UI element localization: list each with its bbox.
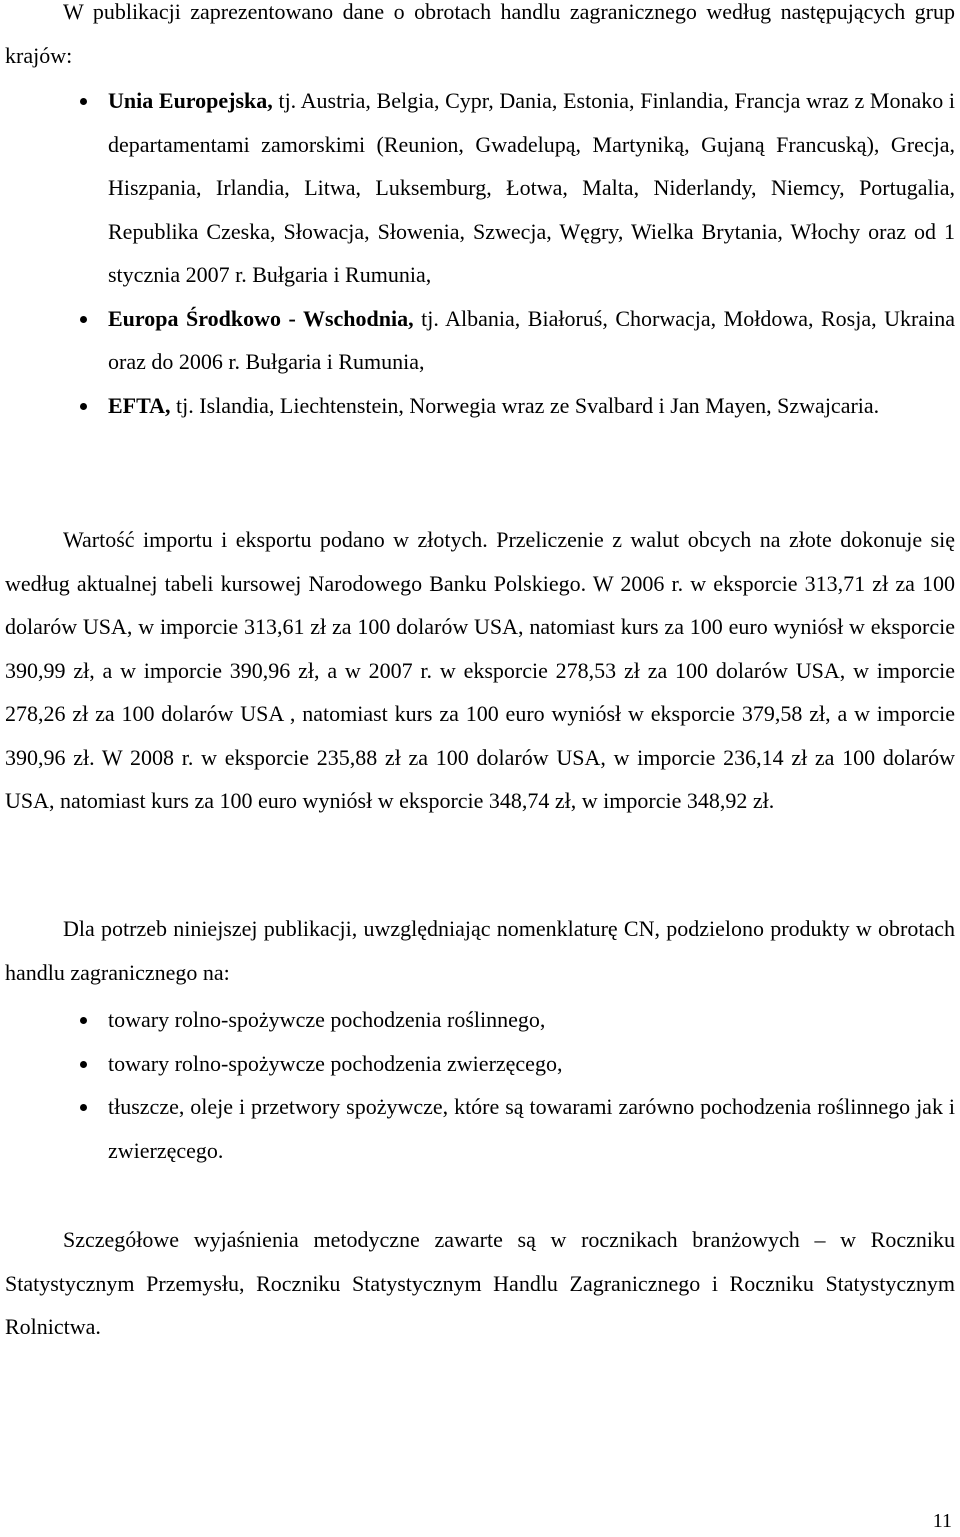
group-text: tj. Islandia, Liechtenstein, Norwegia wraz ze Svalbard i Jan Mayen, Szwajcaria.	[170, 392, 880, 418]
bullet-icon	[80, 316, 87, 323]
bullet-icon	[80, 1061, 87, 1068]
country-group-list	[0, 79, 955, 427]
group-name: Unia Europejska,	[108, 88, 273, 113]
product-item: tłuszcze, oleje i przetwory spożywcze, które są towarami zarówno pochodzenia roślinnego jak i zwierzęcego.	[108, 1094, 955, 1163]
methodology-text: Szczegółowe wyjaśnienia metodyczne zawarte są w rocznikach branżowych – w Roczniku Statystycznym Przemysłu, Roczniku Statystycznym Handlu Zagranicznego i Roczniku Statystycznym Rolnictwa.	[5, 1227, 955, 1339]
list-item	[0, 384, 955, 428]
product-item: towary rolno-spożywcze pochodzenia zwierzęcego,	[108, 1050, 563, 1076]
bullet-icon	[80, 403, 87, 410]
currency-text: Wartość importu i eksportu podano w złotych. Przeliczenie z walut obcych na złote dokonuje się według aktualnej tabeli kursowej Narodowego Banku Polskiego. W 2006 r. w eksporcie 313,71 zł za 100 dolarów USA, w imporcie 313,61 zł za 100 dolarów USA, natomiast kurs za 100 euro wyniósł w eksporcie 390,99 zł, a w imporcie 390,96 zł, a w 2007 r. w eksporcie 278,53 zł za 100 dolarów USA, w imporcie 278,26 zł za 100 dolarów USA , natomiast kurs za 100 euro wyniósł w eksporcie 379,58 zł, a w imporcie 390,96 zł. W 2008 r. w eksporcie 235,88 zł za 100 dolarów USA, w imporcie 236,14 zł za 100 dolarów USA, natomiast kurs za 100 euro wyniósł w eksporcie 348,74 zł, w imporcie 348,92 zł.	[5, 527, 955, 813]
list-item	[0, 79, 955, 297]
group-text: tj. Albania, Białoruś, Chorwacja, Mołdowa, Rosja, Ukraina oraz do 2006 r. Bułgaria i Rumunia,	[108, 305, 955, 374]
bullet-icon	[80, 1017, 87, 1024]
methodology-paragraph	[5, 1218, 955, 1349]
list-item	[0, 998, 955, 1042]
products-text: Dla potrzeb niniejszej publikacji, uwzględniając nomenklaturę CN, podzielono produkty w obrotach handlu zagranicznego na:	[5, 916, 955, 985]
list-item	[0, 1042, 955, 1086]
product-category-list	[0, 998, 955, 1172]
currency-paragraph	[5, 518, 955, 823]
intro-paragraph	[5, 0, 955, 77]
group-name: Europa Środkowo - Wschodnia,	[108, 305, 414, 331]
products-paragraph	[5, 907, 955, 994]
page-number: 11	[932, 1510, 952, 1532]
group-text: tj. Austria, Belgia, Cypr, Dania, Estonia, Finlandia, Francja wraz z Monako i departamentami zamorskimi (Reunion, Gwadelupą, Martyniką, Gujaną Francuską), Grecja, Hiszpania, Irlandia, Litwa, Luksemburg, Łotwa, Malta, Niderlandy, Niemcy, Portugalia, Republika Czeska, Słowacja, Słowenia, Szwecja, Węgry, Wielka Brytania, Włochy oraz od 1 stycznia 2007 r. Bułgaria i Rumunia,	[108, 88, 955, 287]
list-item	[0, 1085, 955, 1172]
bullet-icon	[80, 98, 87, 105]
group-name: EFTA,	[108, 392, 171, 418]
bullet-icon	[80, 1104, 87, 1111]
product-item: towary rolno-spożywcze pochodzenia roślinnego,	[108, 1007, 546, 1032]
intro-text: W publikacji zaprezentowano dane o obrotach handlu zagranicznego według następujących grup krajów:	[5, 0, 955, 68]
list-item	[0, 297, 955, 384]
